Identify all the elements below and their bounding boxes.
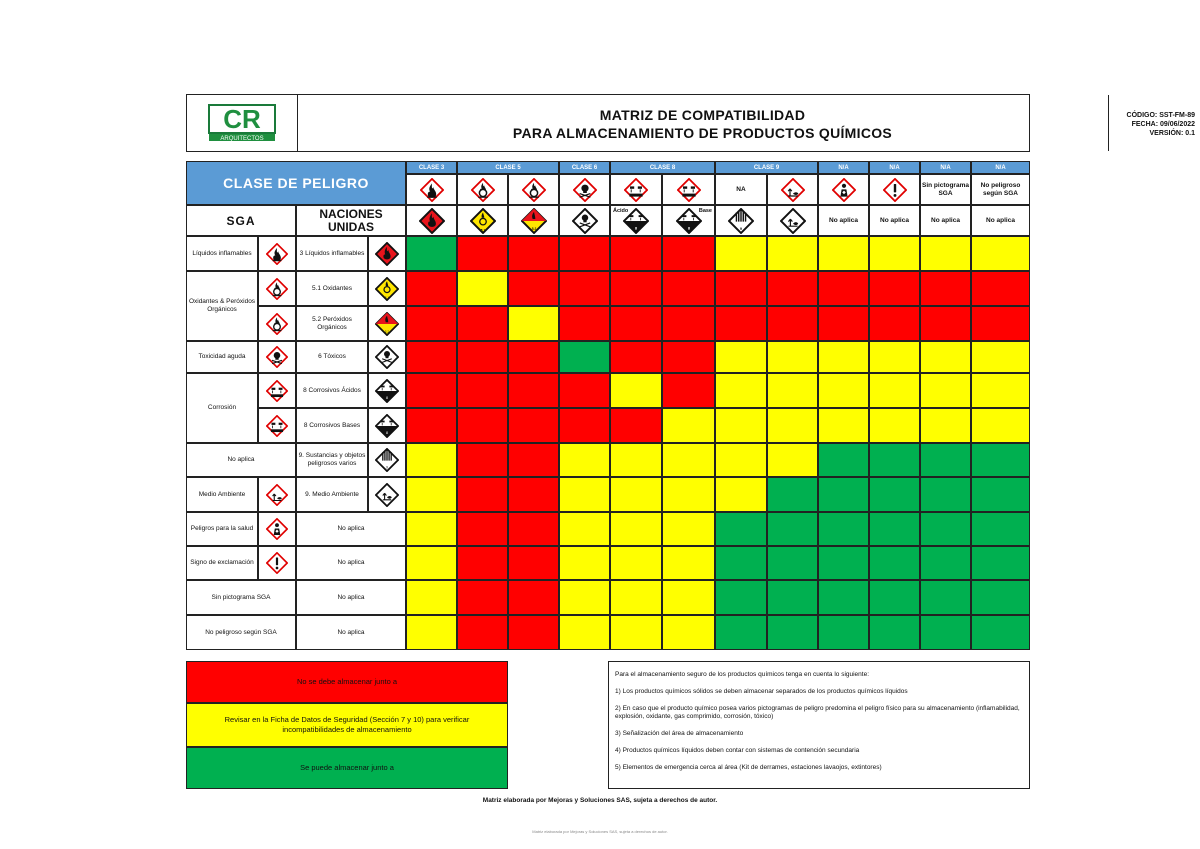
note-item: 4) Productos químicos líquidos deben contar con sistemas de contención secundaria bbox=[615, 747, 860, 754]
corrosion-diamond-icon bbox=[624, 178, 648, 202]
legend-yellow: Revisar en la Ficha de Datos de Seguridad (Sección 7 y 10) para verificar incompatibilidades de almacenamiento bbox=[186, 703, 508, 747]
copyright-credit: Matriz elaborada por Mejoras y Soluciones SAS, sujeta a derechos de autor. bbox=[482, 797, 718, 804]
note-item: 3) Señalización del área de almacenamiento bbox=[615, 730, 744, 737]
acid-base-label: Base bbox=[698, 208, 712, 214]
svg-text:8: 8 bbox=[634, 224, 638, 230]
legend-red: No se debe almacenar junto a bbox=[186, 661, 508, 703]
compat-cell-green bbox=[818, 580, 869, 615]
sga-pictogram-cell bbox=[818, 174, 869, 205]
compat-cell-green bbox=[818, 443, 869, 477]
exclamation-diamond-icon bbox=[883, 178, 907, 202]
compat-cell-red bbox=[406, 271, 457, 306]
naciones-unidas-header: NACIONES UNIDAS bbox=[296, 205, 406, 236]
sga-row-label: Líquidos inflamables bbox=[186, 236, 258, 271]
un-row-pictogram bbox=[368, 341, 406, 373]
un-row-pictogram bbox=[368, 236, 406, 271]
compat-cell-yellow bbox=[715, 477, 767, 512]
footer-note: Matriz elaborada por Mejoras y Soluciones SAS, sujeta a derechos de autor. bbox=[532, 829, 668, 834]
clase-peligro-header: CLASE DE PELIGRO bbox=[186, 161, 406, 205]
un-label-cell bbox=[457, 205, 508, 236]
compat-cell-red bbox=[508, 271, 559, 306]
compat-cell-yellow bbox=[715, 236, 767, 271]
un-toxic-white-icon bbox=[375, 345, 399, 369]
compat-cell-red bbox=[559, 373, 610, 408]
compat-cell-red bbox=[508, 341, 559, 373]
un-row-label: 3 Líquidos inflamables bbox=[296, 236, 368, 271]
compat-cell-red bbox=[767, 271, 818, 306]
svg-text:5.1: 5.1 bbox=[384, 295, 390, 300]
compat-cell-yellow bbox=[869, 341, 920, 373]
compat-cell-yellow bbox=[715, 443, 767, 477]
sga-row-pictogram bbox=[258, 477, 296, 512]
compat-cell-yellow bbox=[662, 546, 715, 580]
svg-text:5.1: 5.1 bbox=[480, 227, 485, 232]
un-misc-stripes-icon bbox=[375, 448, 399, 472]
un-label-cell: No aplica bbox=[869, 205, 920, 236]
compat-cell-yellow bbox=[767, 341, 818, 373]
compat-cell-yellow bbox=[767, 236, 818, 271]
compat-cell-yellow bbox=[971, 408, 1030, 443]
un-label-cell bbox=[767, 205, 818, 236]
doc-date: FECHA: 09/06/2022 bbox=[1131, 121, 1195, 128]
compat-cell-green bbox=[869, 512, 920, 546]
title-line-1: MATRIZ DE COMPATIBILIDAD bbox=[599, 107, 806, 123]
un-row-label: No aplica bbox=[296, 546, 406, 580]
sga-pictogram-cell: NA bbox=[715, 174, 767, 205]
sga-row-label: Sin pictograma SGA bbox=[186, 580, 296, 615]
un-corrosive-icon bbox=[676, 208, 702, 234]
compat-cell-red bbox=[508, 546, 559, 580]
sga-row-pictogram bbox=[258, 373, 296, 408]
note-item: 1) Los productos químicos sólidos se deben almacenar separados de los productos químicos líquidos bbox=[615, 688, 908, 695]
un-environment-icon bbox=[375, 483, 399, 507]
logo-letters: CR bbox=[223, 104, 261, 134]
compat-cell-red bbox=[508, 580, 559, 615]
class-header: CLASE 6 bbox=[559, 161, 610, 174]
compat-cell-yellow bbox=[662, 512, 715, 546]
corrosion-diamond-icon bbox=[266, 415, 288, 437]
page-title bbox=[297, 95, 1109, 151]
exclamation-diamond-icon bbox=[266, 552, 288, 574]
un-row-label: 5.1 Oxidantes bbox=[296, 271, 368, 306]
compat-cell-yellow bbox=[920, 341, 971, 373]
acid-base-label: Ácido bbox=[613, 208, 629, 214]
un-label-cell bbox=[715, 205, 767, 236]
un-row-label: 8 Corrosivos Bases bbox=[296, 408, 368, 443]
compat-cell-red bbox=[406, 408, 457, 443]
compat-cell-red bbox=[559, 236, 610, 271]
compat-cell-yellow bbox=[610, 477, 662, 512]
compat-cell-green bbox=[971, 546, 1030, 580]
flame-over-circle-diamond-icon bbox=[266, 313, 288, 335]
environment-diamond-icon bbox=[266, 484, 288, 506]
compat-cell-red bbox=[715, 306, 767, 341]
flame-diamond-icon bbox=[266, 243, 288, 265]
un-flammable-red-icon bbox=[375, 242, 399, 266]
sga-header: SGA bbox=[186, 205, 296, 236]
un-label-cell bbox=[508, 205, 559, 236]
note-item: 2) En caso que el producto químico posea varios pictogramas de peligro predomina el peligro físico para su almacenamiento (inflamabilidad, explosión, oxidante, gas comprimido, corrosión, tóxico) bbox=[615, 705, 1020, 720]
compat-cell-green bbox=[971, 615, 1030, 650]
compat-cell-red bbox=[406, 306, 457, 341]
compat-cell-green bbox=[767, 512, 818, 546]
compat-cell-red bbox=[920, 271, 971, 306]
class-header: N/A bbox=[920, 161, 971, 174]
document-header bbox=[186, 94, 1195, 152]
sga-pictogram-cell bbox=[406, 174, 457, 205]
compat-cell-yellow bbox=[662, 615, 715, 650]
compat-cell-green bbox=[971, 477, 1030, 512]
svg-text:9: 9 bbox=[386, 465, 388, 470]
compat-cell-green bbox=[920, 615, 971, 650]
compat-cell-red bbox=[662, 271, 715, 306]
compat-cell-red bbox=[971, 306, 1030, 341]
compat-cell-green bbox=[920, 443, 971, 477]
sga-pictogram-cell bbox=[767, 174, 818, 205]
compat-cell-red bbox=[457, 512, 508, 546]
svg-text:8: 8 bbox=[386, 395, 388, 400]
sga-pictogram-cell: No peligroso según SGA bbox=[971, 174, 1030, 205]
compat-cell-yellow bbox=[767, 373, 818, 408]
sga-row-label: Oxidantes & Peróxidos Orgánicos bbox=[186, 271, 258, 341]
un-row-pictogram bbox=[368, 477, 406, 512]
sga-row-pictogram bbox=[258, 306, 296, 341]
flame-over-circle-diamond-icon bbox=[522, 178, 546, 202]
compat-cell-yellow bbox=[559, 477, 610, 512]
un-label-cell: No aplica bbox=[971, 205, 1030, 236]
compat-cell-green bbox=[818, 546, 869, 580]
sga-row-pictogram bbox=[258, 512, 296, 546]
compat-cell-red bbox=[457, 306, 508, 341]
compat-cell-red bbox=[767, 306, 818, 341]
svg-text:8: 8 bbox=[386, 430, 388, 435]
un-label-cell bbox=[406, 205, 457, 236]
compat-cell-yellow bbox=[818, 373, 869, 408]
compat-cell-red bbox=[508, 615, 559, 650]
svg-text:5.2: 5.2 bbox=[384, 328, 390, 333]
compat-cell-yellow bbox=[610, 615, 662, 650]
un-oxidizer-yellow-icon bbox=[470, 208, 496, 234]
compat-cell-yellow bbox=[920, 408, 971, 443]
notes-intro: Para el almacenamiento seguro de los productos químicos tenga en cuenta lo siguiente: bbox=[615, 671, 870, 678]
svg-text:5.2: 5.2 bbox=[531, 226, 536, 231]
logo-subtitle: ARQUITECTOS bbox=[220, 136, 264, 142]
compat-cell-red bbox=[508, 443, 559, 477]
flame-diamond-icon bbox=[420, 178, 444, 202]
compat-cell-yellow bbox=[406, 477, 457, 512]
un-label-cell bbox=[610, 205, 662, 236]
sga-pictogram-cell bbox=[457, 174, 508, 205]
un-row-pictogram bbox=[368, 306, 406, 341]
sga-row-label: No peligroso según SGA bbox=[186, 615, 296, 650]
un-toxic-white-icon bbox=[572, 208, 598, 234]
sga-pictogram-cell bbox=[508, 174, 559, 205]
class-header: N/A bbox=[971, 161, 1030, 174]
compat-cell-green bbox=[818, 615, 869, 650]
compat-cell-green bbox=[920, 477, 971, 512]
compat-cell-yellow bbox=[559, 512, 610, 546]
sga-row-pictogram bbox=[258, 236, 296, 271]
un-row-pictogram bbox=[368, 373, 406, 408]
class-header: N/A bbox=[869, 161, 920, 174]
compat-cell-red bbox=[610, 341, 662, 373]
un-row-label: 6 Tóxicos bbox=[296, 341, 368, 373]
compat-cell-yellow bbox=[767, 408, 818, 443]
compat-cell-green bbox=[971, 580, 1030, 615]
compat-cell-red bbox=[610, 306, 662, 341]
doc-code: CÓDIGO: SST-FM-89 bbox=[1126, 112, 1195, 119]
svg-text:8: 8 bbox=[687, 224, 690, 230]
compat-cell-green bbox=[920, 512, 971, 546]
sga-pictogram-cell bbox=[869, 174, 920, 205]
compat-cell-yellow bbox=[818, 341, 869, 373]
compat-cell-red bbox=[508, 408, 559, 443]
flame-over-circle-diamond-icon bbox=[471, 178, 495, 202]
compat-cell-red bbox=[869, 306, 920, 341]
sga-row-pictogram bbox=[258, 408, 296, 443]
compat-cell-green bbox=[869, 477, 920, 512]
sga-row-pictogram bbox=[258, 546, 296, 580]
class-header: CLASE 8 bbox=[610, 161, 715, 174]
un-row-label: No aplica bbox=[296, 615, 406, 650]
sga-row-pictogram bbox=[258, 341, 296, 373]
corrosion-diamond-icon bbox=[677, 178, 701, 202]
sga-row-label: Toxicidad aguda bbox=[186, 341, 258, 373]
compat-cell-yellow bbox=[559, 443, 610, 477]
compat-cell-yellow bbox=[818, 408, 869, 443]
un-label-cell bbox=[559, 205, 610, 236]
un-row-pictogram bbox=[368, 408, 406, 443]
compat-cell-yellow bbox=[920, 373, 971, 408]
compat-cell-green bbox=[715, 615, 767, 650]
company-logo bbox=[187, 95, 298, 151]
compat-cell-yellow bbox=[610, 546, 662, 580]
compat-cell-green bbox=[406, 236, 457, 271]
compat-cell-green bbox=[715, 580, 767, 615]
un-row-pictogram bbox=[368, 443, 406, 477]
compat-cell-red bbox=[508, 373, 559, 408]
compat-cell-yellow bbox=[610, 443, 662, 477]
compat-cell-yellow bbox=[869, 236, 920, 271]
un-row-label: No aplica bbox=[296, 580, 406, 615]
flame-over-circle-diamond-icon bbox=[266, 278, 288, 300]
compat-cell-yellow bbox=[971, 373, 1030, 408]
compat-cell-yellow bbox=[559, 546, 610, 580]
compat-cell-green bbox=[818, 477, 869, 512]
compat-cell-yellow bbox=[662, 408, 715, 443]
compat-cell-yellow bbox=[715, 408, 767, 443]
un-label-cell: No aplica bbox=[920, 205, 971, 236]
compat-cell-green bbox=[767, 580, 818, 615]
un-oxidizer-yellow-icon bbox=[375, 277, 399, 301]
compat-cell-yellow bbox=[559, 615, 610, 650]
compat-cell-red bbox=[869, 271, 920, 306]
compat-cell-yellow bbox=[662, 477, 715, 512]
compat-cell-yellow bbox=[406, 546, 457, 580]
sga-pictogram-cell bbox=[610, 174, 662, 205]
compat-cell-yellow bbox=[869, 408, 920, 443]
compat-cell-yellow bbox=[406, 580, 457, 615]
compat-cell-red bbox=[662, 373, 715, 408]
skull-diamond-icon bbox=[266, 346, 288, 368]
compat-cell-yellow bbox=[610, 512, 662, 546]
doc-version: VERSIÓN: 0.1 bbox=[1149, 130, 1195, 137]
compat-cell-yellow bbox=[869, 373, 920, 408]
un-row-label: 9. Medio Ambiente bbox=[296, 477, 368, 512]
un-label-cell bbox=[662, 205, 715, 236]
legend-green: Se puede almacenar junto a bbox=[186, 747, 508, 789]
compat-cell-red bbox=[457, 373, 508, 408]
compat-cell-yellow bbox=[457, 271, 508, 306]
sga-pictogram-cell bbox=[662, 174, 715, 205]
compat-cell-red bbox=[457, 477, 508, 512]
compat-cell-yellow bbox=[715, 341, 767, 373]
compat-cell-red bbox=[715, 271, 767, 306]
compat-cell-green bbox=[767, 615, 818, 650]
compat-cell-red bbox=[662, 341, 715, 373]
compat-cell-yellow bbox=[610, 580, 662, 615]
environment-diamond-icon bbox=[781, 178, 805, 202]
compat-cell-yellow bbox=[406, 615, 457, 650]
compat-cell-red bbox=[610, 408, 662, 443]
compat-cell-yellow bbox=[715, 373, 767, 408]
compat-cell-red bbox=[457, 408, 508, 443]
title-line-2: PARA ALMACENAMIENTO DE PRODUCTOS QUÍMICOS bbox=[512, 125, 893, 141]
compat-cell-red bbox=[406, 341, 457, 373]
sga-row-label: Medio Ambiente bbox=[186, 477, 258, 512]
compat-cell-red bbox=[559, 306, 610, 341]
compat-cell-red bbox=[818, 306, 869, 341]
compat-cell-red bbox=[457, 580, 508, 615]
un-misc-stripes-icon bbox=[728, 208, 754, 234]
sga-row-label: Signo de exclamación bbox=[186, 546, 258, 580]
class-header: CLASE 3 bbox=[406, 161, 457, 174]
un-row-pictogram bbox=[368, 271, 406, 306]
compat-cell-red bbox=[559, 408, 610, 443]
compat-cell-yellow bbox=[662, 580, 715, 615]
document-meta bbox=[1109, 95, 1200, 151]
un-row-label: 5.2 Peróxidos Orgánicos bbox=[296, 306, 368, 341]
health-hazard-diamond-icon bbox=[266, 518, 288, 540]
sga-row-label: No aplica bbox=[186, 443, 296, 477]
un-peroxide-red-yellow-icon bbox=[375, 312, 399, 336]
compat-cell-green bbox=[920, 546, 971, 580]
compat-cell-red bbox=[508, 512, 559, 546]
compat-cell-green bbox=[869, 546, 920, 580]
compat-cell-green bbox=[767, 546, 818, 580]
compat-cell-yellow bbox=[971, 236, 1030, 271]
compat-cell-red bbox=[457, 615, 508, 650]
compat-cell-yellow bbox=[920, 236, 971, 271]
un-row-label: No aplica bbox=[296, 512, 406, 546]
compat-cell-green bbox=[818, 512, 869, 546]
compat-cell-yellow bbox=[662, 443, 715, 477]
storage-notes bbox=[608, 661, 1030, 789]
compat-cell-green bbox=[920, 580, 971, 615]
compat-cell-green bbox=[767, 477, 818, 512]
compat-cell-red bbox=[610, 271, 662, 306]
un-corrosive-icon bbox=[375, 379, 399, 403]
un-corrosive-icon bbox=[375, 414, 399, 438]
class-header: N/A bbox=[818, 161, 869, 174]
health-hazard-diamond-icon bbox=[832, 178, 856, 202]
compat-cell-green bbox=[971, 512, 1030, 546]
sga-row-pictogram bbox=[258, 271, 296, 306]
un-label-cell: No aplica bbox=[818, 205, 869, 236]
compat-cell-green bbox=[869, 580, 920, 615]
compat-cell-yellow bbox=[971, 341, 1030, 373]
compat-cell-red bbox=[457, 546, 508, 580]
class-header: CLASE 5 bbox=[457, 161, 559, 174]
class-header: CLASE 9 bbox=[715, 161, 818, 174]
compat-cell-green bbox=[715, 546, 767, 580]
sga-pictogram-cell: Sin pictograma SGA bbox=[920, 174, 971, 205]
skull-diamond-icon bbox=[573, 178, 597, 202]
un-peroxide-red-yellow-icon bbox=[521, 208, 547, 234]
sga-row-label: Peligros para la salud bbox=[186, 512, 258, 546]
compat-cell-green bbox=[971, 443, 1030, 477]
compat-cell-red bbox=[920, 306, 971, 341]
compat-cell-red bbox=[818, 271, 869, 306]
compat-cell-green bbox=[559, 341, 610, 373]
compat-cell-yellow bbox=[818, 236, 869, 271]
note-item: 5) Elementos de emergencia cerca al área (Kit de derrames, estaciones lavaojos, extintores) bbox=[615, 764, 882, 771]
compat-cell-yellow bbox=[610, 373, 662, 408]
compat-cell-yellow bbox=[508, 306, 559, 341]
un-environment-icon bbox=[780, 208, 806, 234]
compat-cell-red bbox=[662, 306, 715, 341]
compat-cell-green bbox=[869, 443, 920, 477]
compat-cell-red bbox=[559, 271, 610, 306]
compat-cell-yellow bbox=[767, 443, 818, 477]
compat-cell-red bbox=[457, 443, 508, 477]
sga-row-label: Corrosión bbox=[186, 373, 258, 443]
un-row-label: 9. Sustancias y objetos peligrosos varios bbox=[296, 443, 368, 477]
compat-cell-green bbox=[715, 512, 767, 546]
compat-cell-yellow bbox=[559, 580, 610, 615]
compat-cell-red bbox=[406, 373, 457, 408]
un-row-label: 8 Corrosivos Ácidos bbox=[296, 373, 368, 408]
compat-cell-red bbox=[610, 236, 662, 271]
compat-cell-red bbox=[457, 236, 508, 271]
compat-cell-yellow bbox=[406, 512, 457, 546]
compat-cell-yellow bbox=[406, 443, 457, 477]
un-flammable-red-icon bbox=[419, 208, 445, 234]
sga-pictogram-cell bbox=[559, 174, 610, 205]
corrosion-diamond-icon bbox=[266, 380, 288, 402]
compat-cell-red bbox=[508, 477, 559, 512]
svg-text:9: 9 bbox=[739, 225, 743, 231]
compat-cell-red bbox=[662, 236, 715, 271]
compat-cell-red bbox=[508, 236, 559, 271]
compat-cell-red bbox=[971, 271, 1030, 306]
compat-cell-red bbox=[457, 341, 508, 373]
compat-cell-green bbox=[869, 615, 920, 650]
